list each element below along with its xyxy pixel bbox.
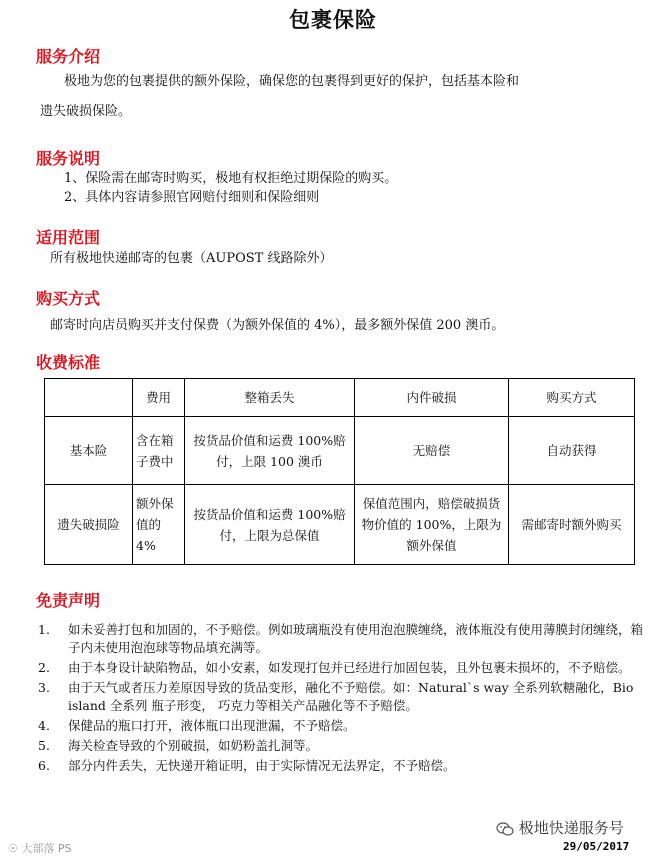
fee-cell-damage: 保值范围内，赔偿破损货物价值的 100%，上限为额外保值 bbox=[355, 485, 509, 565]
section-heading-disclaimer: 免责声明 bbox=[36, 591, 101, 610]
fee-header-cell: 费用 bbox=[133, 379, 185, 417]
fee-table bbox=[44, 378, 635, 565]
document-date: 29/05/2017 bbox=[563, 840, 630, 853]
list-item bbox=[38, 679, 648, 715]
fee-header-cell bbox=[45, 379, 133, 417]
list-item-text: 部分内件丢失，无快递开箱证明，由于实际情况无法界定，不予赔偿。 bbox=[68, 758, 456, 773]
wechat-icon bbox=[496, 822, 514, 836]
explain-item-1: 1、保险需在邮寄时购买，极地有权拒绝过期保险的购买。 bbox=[64, 171, 398, 186]
document-title: 包裹保险 bbox=[289, 8, 377, 32]
corner-watermark bbox=[8, 840, 71, 856]
section-heading-explain: 服务说明 bbox=[36, 149, 101, 168]
list-item-number: 4. bbox=[38, 718, 50, 733]
wechat-watermark bbox=[496, 817, 624, 838]
corner-watermark-text: 大部落 PS bbox=[21, 842, 72, 855]
fee-header-cell: 内件破损 bbox=[355, 379, 509, 417]
disclaimer-list bbox=[38, 621, 648, 777]
fee-cell-damage: 无赔偿 bbox=[355, 417, 509, 485]
section-heading-intro: 服务介绍 bbox=[36, 47, 101, 66]
list-item bbox=[38, 737, 648, 755]
fee-cell-full-loss: 按货品价值和运费 100%赔付，上限 100 澳币 bbox=[185, 417, 355, 485]
fee-cell-type: 遗失破损险 bbox=[45, 485, 133, 565]
fee-cell-purchase: 需邮寄时额外购买 bbox=[509, 485, 635, 565]
section-heading-scope: 适用范围 bbox=[36, 228, 101, 247]
list-item-text: 保健品的瓶口打开，液体瓶口出现泄漏，不予赔偿。 bbox=[68, 718, 356, 733]
intro-line-2: 遗失破损保险。 bbox=[40, 104, 132, 119]
list-item bbox=[38, 717, 648, 735]
list-item bbox=[38, 621, 648, 657]
list-item-number: 1. bbox=[38, 622, 50, 637]
list-item bbox=[38, 757, 648, 775]
fee-cell-cost: 含在箱子费中 bbox=[133, 417, 185, 485]
fee-header-cell: 整箱丢失 bbox=[185, 379, 355, 417]
wechat-account-name: 极地快递服务号 bbox=[518, 819, 624, 837]
fee-cell-type: 基本险 bbox=[45, 417, 133, 485]
list-item bbox=[38, 659, 648, 677]
list-item-number: 2. bbox=[38, 660, 50, 675]
fee-cell-full-loss: 按货品价值和运费 100%赔付，上限为总保值 bbox=[185, 485, 355, 565]
fee-header-cell: 购买方式 bbox=[509, 379, 635, 417]
table-row bbox=[45, 417, 635, 485]
list-item-text: 由于本身设计缺陷物品，如小安素，如发现打包并已经进行加固包装，且外包裹未损坏的，不予赔偿。 bbox=[68, 660, 631, 675]
list-item-number: 6. bbox=[38, 758, 50, 773]
list-item-number: 5. bbox=[38, 738, 50, 753]
fee-cell-cost: 额外保值的 4% bbox=[133, 485, 185, 565]
fee-table-header-row bbox=[45, 379, 635, 417]
watermark-mark-icon: ☉ bbox=[8, 842, 22, 855]
section-heading-fees: 收费标准 bbox=[36, 353, 101, 372]
list-item-number: 3. bbox=[38, 680, 50, 695]
section-heading-purchase: 购买方式 bbox=[36, 289, 101, 308]
explain-item-2: 2、具体内容请参照官网赔付细则和保险细则 bbox=[64, 190, 320, 205]
list-item-text: 如未妥善打包和加固的，不予赔偿。例如玻璃瓶没有使用泡泡膜缠绕，液体瓶没有使用薄膜封闭缠绕，箱子内未使用泡泡球等物品填充满等。 bbox=[68, 622, 644, 655]
table-row bbox=[45, 485, 635, 565]
list-item-text: 海关检查导致的个别破损，如奶粉盖扎洞等。 bbox=[68, 738, 319, 753]
fee-cell-purchase: 自动获得 bbox=[509, 417, 635, 485]
purchase-text: 邮寄时向店员购买并支付保费（为额外保值的 4%），最多额外保值 200 澳币。 bbox=[50, 318, 505, 333]
intro-line-1: 极地为您的包裹提供的额外保险，确保您的包裹得到更好的保护，包括基本险和 bbox=[64, 74, 520, 89]
list-item-text: 由于天气或者压力差原因导致的货品变形，融化不予赔偿。如：Natural`s way 全系列软糖融化，Bio island 全系列 瓶子形变， 巧克力等相关产品融化等不予赔偿。 bbox=[68, 680, 634, 713]
scope-text: 所有极地快递邮寄的包裹（AUPOST 线路除外） bbox=[50, 251, 333, 266]
